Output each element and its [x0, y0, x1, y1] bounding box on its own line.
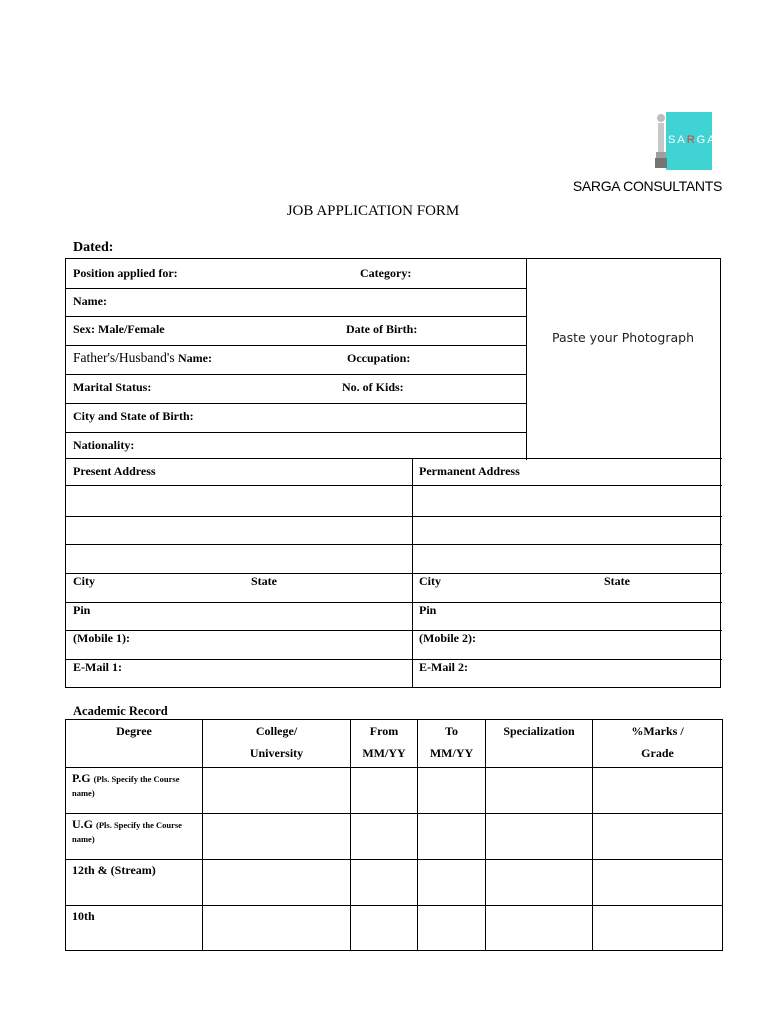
chess-piece-icon	[654, 110, 668, 172]
name-label: Name:	[73, 294, 107, 308]
marital-status-label: Marital Status:	[73, 380, 152, 394]
pg-label: P.G (Pls. Specify the Course name)	[66, 768, 203, 814]
table-row	[66, 860, 723, 906]
academic-header-row	[66, 720, 723, 768]
academic-record-title: Academic Record	[73, 704, 168, 718]
from-header: From MM/YY	[351, 720, 418, 768]
ug-label: U.G (Pls. Specify the Course name)	[66, 814, 203, 860]
logo-text: SARGA	[668, 134, 717, 146]
permanent-address-label: Permanent Address	[419, 464, 520, 478]
degree-header: Degree	[66, 720, 203, 768]
mobile-2-label: (Mobile 2):	[419, 631, 476, 645]
dated-label: Dated:	[73, 240, 114, 255]
present-address-label: Present Address	[73, 464, 156, 478]
category-label: Category:	[360, 266, 412, 280]
father-husband-label: Father's/Husband's Name:	[73, 350, 212, 365]
occupation-label: Occupation:	[347, 351, 411, 365]
present-city-label: City	[73, 574, 95, 588]
nationality-label: Nationality:	[73, 438, 135, 452]
marks-header: %Marks / Grade	[593, 720, 723, 768]
table-row	[66, 814, 723, 860]
table-row	[66, 768, 723, 814]
specialization-header: Specialization	[486, 720, 593, 768]
sex-label: Sex: Male/Female	[73, 322, 165, 336]
email-1-label: E-Mail 1:	[73, 660, 122, 674]
company-logo	[654, 110, 717, 172]
twelfth-label: 12th & (Stream)	[66, 860, 203, 906]
city-state-birth-label: City and State of Birth:	[73, 409, 194, 423]
address-table	[65, 458, 721, 688]
photo-placeholder: Paste your Photograph	[551, 330, 695, 345]
present-pin-label: Pin	[73, 603, 91, 617]
present-state-label: State	[251, 574, 277, 588]
to-header: To MM/YY	[418, 720, 486, 768]
mobile-1-label: (Mobile 1):	[73, 631, 130, 645]
personal-details-table	[65, 258, 721, 459]
permanent-city-label: City	[419, 574, 441, 588]
permanent-pin-label: Pin	[419, 603, 437, 617]
position-applied-label: Position applied for:	[73, 266, 178, 280]
tenth-label: 10th	[66, 906, 203, 951]
college-header: College/ University	[203, 720, 351, 768]
form-title: JOB APPLICATION FORM	[286, 203, 460, 219]
email-2-label: E-Mail 2:	[419, 660, 468, 674]
company-name: SARGA CONSULTANTS	[572, 178, 722, 194]
academic-record-table	[65, 719, 723, 951]
permanent-state-label: State	[604, 574, 630, 588]
kids-label: No. of Kids:	[342, 380, 404, 394]
table-row	[66, 906, 723, 951]
dob-label: Date of Birth:	[346, 322, 418, 336]
